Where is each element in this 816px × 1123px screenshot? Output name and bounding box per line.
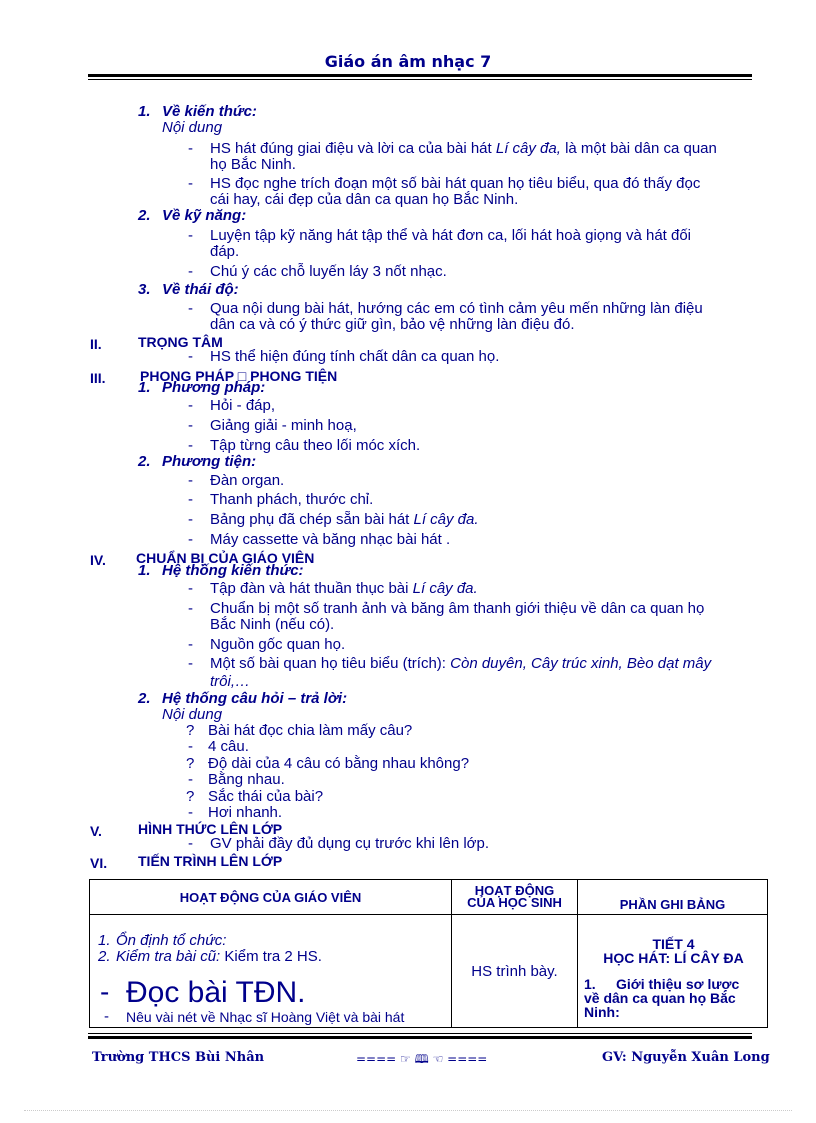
sec4-num: IV.: [90, 552, 106, 568]
s1-bullet-1-cont: họ Bắc Ninh.: [210, 156, 296, 173]
dash-marker: -: [188, 771, 193, 788]
sec3-bullet-2: Giảng giải - minh hoạ,: [210, 417, 357, 434]
sec4-bullet-2-cont: Bắc Ninh (nếu có).: [210, 616, 335, 633]
sec4-sub2: Hệ thống câu hỏi – trả lời:: [162, 690, 348, 707]
dash-marker: -: [188, 804, 193, 821]
sec3-bullet-3: Tập từng câu theo lối móc xích.: [210, 437, 421, 454]
s2-bullet-2: Chú ý các chỗ luyến láy 3 nốt nhạc.: [210, 263, 447, 280]
sec4-bullet-4-cont: trôi,…: [210, 673, 251, 690]
s1-bullet-2: HS đọc nghe trích đoạn một số bài hát quan họ tiêu biểu, qua đó thấy đọc: [210, 175, 701, 192]
lesson-table: [89, 879, 768, 1028]
sec3-sub1: Phương pháp:: [162, 379, 266, 396]
teacher-item-1-num: 1.: [98, 932, 111, 949]
dash-marker: -: [188, 636, 193, 653]
page-bottom-divider: [24, 1110, 792, 1111]
sec3-item-2: Thanh phách, thước chỉ.: [210, 491, 374, 508]
s2-bullet-1-cont: đáp.: [210, 243, 240, 260]
sec3-item-3: Bảng phụ đã chép sẵn bài hát Lí cây đa.: [210, 511, 479, 528]
teacher-item-2-num: 2.: [98, 948, 111, 965]
sec3-sub2: Phương tiện:: [162, 453, 257, 470]
header-board-label: PHẦN GHI BẢNG: [619, 897, 726, 912]
sec2-bullet-1: HS thể hiện đúng tính chất dân ca quan họ.: [210, 348, 500, 365]
dash-marker: -: [188, 511, 193, 528]
dash-marker: -: [188, 348, 193, 365]
dash-marker: -: [188, 600, 193, 617]
answer-3: Hơi nhanh.: [208, 804, 283, 821]
question-mark: ?: [186, 722, 195, 739]
sec4-sub2-num: 2.: [138, 690, 151, 707]
footer-school: Trường THCS Bùi Nhân: [92, 1050, 265, 1065]
header-rule: [88, 74, 752, 77]
dash-marker: -: [188, 531, 193, 548]
question-mark: ?: [186, 788, 195, 805]
sec4-sub1: Hệ thống kiến thức:: [162, 562, 304, 579]
sec4-bullet-1: Tập đàn và hát thuần thục bài Lí cây đa.: [210, 580, 478, 597]
footer-teacher: GV: Nguyễn Xuân Long: [602, 1050, 770, 1065]
s3-bullet-1: Qua nội dung bài hát, hướng các em có tình cảm yêu mến những làn điệu: [210, 300, 703, 317]
s3-bullet-1-cont: dân ca và có ý thức giữ gìn, bảo vệ những làn điệu đó.: [210, 316, 575, 333]
dash-marker: -: [188, 437, 193, 454]
student-cell: [452, 915, 578, 1028]
teacher-item-2: Kiểm tra bài cũ: Kiểm tra 2 HS.: [116, 948, 322, 965]
footer-rule-thin: [88, 1033, 752, 1034]
sec3-title: PHONG PHÁP □ PHONG TIỆN: [140, 368, 338, 384]
question-3: Sắc thái của bài?: [208, 788, 324, 805]
dash-marker: -: [104, 1008, 109, 1025]
board-item-line1: Giới thiệu sơ lược: [616, 976, 740, 992]
sec3-item-4: Máy cassette và băng nhạc bài hát .: [210, 531, 451, 548]
answer-1: 4 câu.: [208, 738, 249, 755]
board-cell: [578, 915, 768, 1028]
footer-rule: [88, 1036, 752, 1039]
teacher-item-1: Ổn định tổ chức:: [116, 932, 227, 949]
s1-bullet-2-cont: cái hay, cái đẹp của dân ca quan họ Bắc Ninh.: [210, 191, 519, 208]
board-item-line2: về dân ca quan họ Bắc: [584, 990, 736, 1006]
table-header-student: [452, 880, 578, 915]
s1-heading-num: 1.: [138, 103, 151, 120]
dash-marker: -: [188, 175, 193, 192]
table-header-board: [578, 880, 768, 915]
sec4-bullet-4: Một số bài quan họ tiêu biểu (trích): Còn duyên, Cây trúc xinh, Bèo dạt mây: [210, 655, 712, 672]
table-header-teacher: [90, 880, 452, 915]
s3-heading: Về thái độ:: [162, 281, 239, 298]
dash-marker: -: [188, 397, 193, 414]
sec2-num: II.: [90, 336, 102, 352]
answer-2: Bằng nhau.: [208, 771, 285, 788]
sec5-bullet-1: GV phải đầy đủ dụng cụ trước khi lên lớp.: [210, 835, 490, 852]
teacher-item-3: Nêu vài nét về Nhạc sĩ Hoàng Việt và bài hát: [126, 1009, 405, 1025]
dash-marker: -: [188, 263, 193, 280]
sec6-num: VI.: [90, 855, 108, 871]
sec3-sub2-num: 2.: [138, 453, 151, 470]
teacher-cell: [90, 915, 452, 1028]
board-song: HỌC HÁT: LÍ CÂY ĐA: [603, 950, 744, 966]
question-2: Độ dài của 4 câu có bằng nhau không?: [208, 755, 470, 772]
dash-marker: -: [188, 140, 193, 157]
dash-marker: -: [188, 835, 193, 852]
question-1: Bài hát đọc chia làm mấy câu?: [208, 722, 413, 739]
student-activity: HS trình bày.: [471, 962, 558, 980]
sec4-bullet-2: Chuẩn bị một số tranh ảnh và băng âm thanh giới thiệu về dân ca quan họ: [210, 600, 705, 617]
dash-marker: -: [188, 655, 193, 672]
header-student-line1: HOẠT ĐỘNG: [474, 883, 555, 898]
s1-bullet-1: HS hát đúng giai điệu và lời ca của bài hát Lí cây đa, là một bài dân ca quan: [210, 140, 717, 157]
sec3-sub1-num: 1.: [138, 379, 151, 396]
board-lesson: TIẾT 4: [652, 936, 695, 952]
dash-marker: -: [188, 417, 193, 434]
s1-heading: Về kiến thức:: [162, 103, 257, 120]
sec2-title: TRỌNG TÂM: [138, 334, 223, 350]
dash-marker: -: [188, 580, 193, 597]
sec4-sub1-num: 1.: [138, 562, 151, 579]
s2-heading: Về kỹ năng:: [162, 207, 247, 224]
header-teacher-label: HOẠT ĐỘNG CỦA GIÁO VIÊN: [179, 889, 362, 905]
dash-marker: -: [188, 491, 193, 508]
question-mark: ?: [186, 755, 195, 772]
dash-marker: -: [188, 738, 193, 755]
sec5-title: HÌNH THỨC LÊN LỚP: [138, 821, 283, 837]
s2-heading-num: 2.: [138, 207, 151, 224]
sec3-num: III.: [90, 370, 106, 386]
board-item-line3: Ninh:: [584, 1004, 620, 1020]
teacher-big-dash: -: [100, 976, 110, 1007]
sec5-num: V.: [90, 823, 102, 839]
header-rule-thin: [88, 79, 752, 80]
sec6-title: TIẾN TRÌNH LÊN LỚP: [138, 853, 283, 869]
s3-heading-num: 3.: [138, 281, 151, 298]
dash-marker: -: [188, 227, 193, 244]
board-item-num: 1.: [584, 976, 596, 992]
dash-marker: -: [188, 472, 193, 489]
header-student-line2: CỦA HỌC SINH: [467, 895, 562, 910]
sec3-item-1: Đàn organ.: [210, 472, 285, 489]
s2-bullet-1: Luyện tập kỹ năng hát tập thể và hát đơn ca, lối hát hoà giọng và hát đối: [210, 227, 692, 244]
sec4-title: CHUẨN BỊ CỦA GIÁO VIÊN: [136, 550, 315, 566]
sec4-bullet-3: Nguồn gốc quan họ.: [210, 636, 346, 653]
page-header-title: Giáo án âm nhạc 7: [324, 52, 492, 71]
s1-sub: Nội dung: [162, 119, 223, 136]
sec4-sub2-note: Nội dung: [162, 706, 223, 723]
teacher-big-text: Đọc bài TĐN.: [126, 976, 306, 1009]
dash-marker: -: [188, 300, 193, 317]
sec3-bullet-1: Hỏi - đáp,: [210, 397, 276, 414]
footer-ornament: ==== ☞ 🕮 ☜ ====: [356, 1052, 488, 1066]
